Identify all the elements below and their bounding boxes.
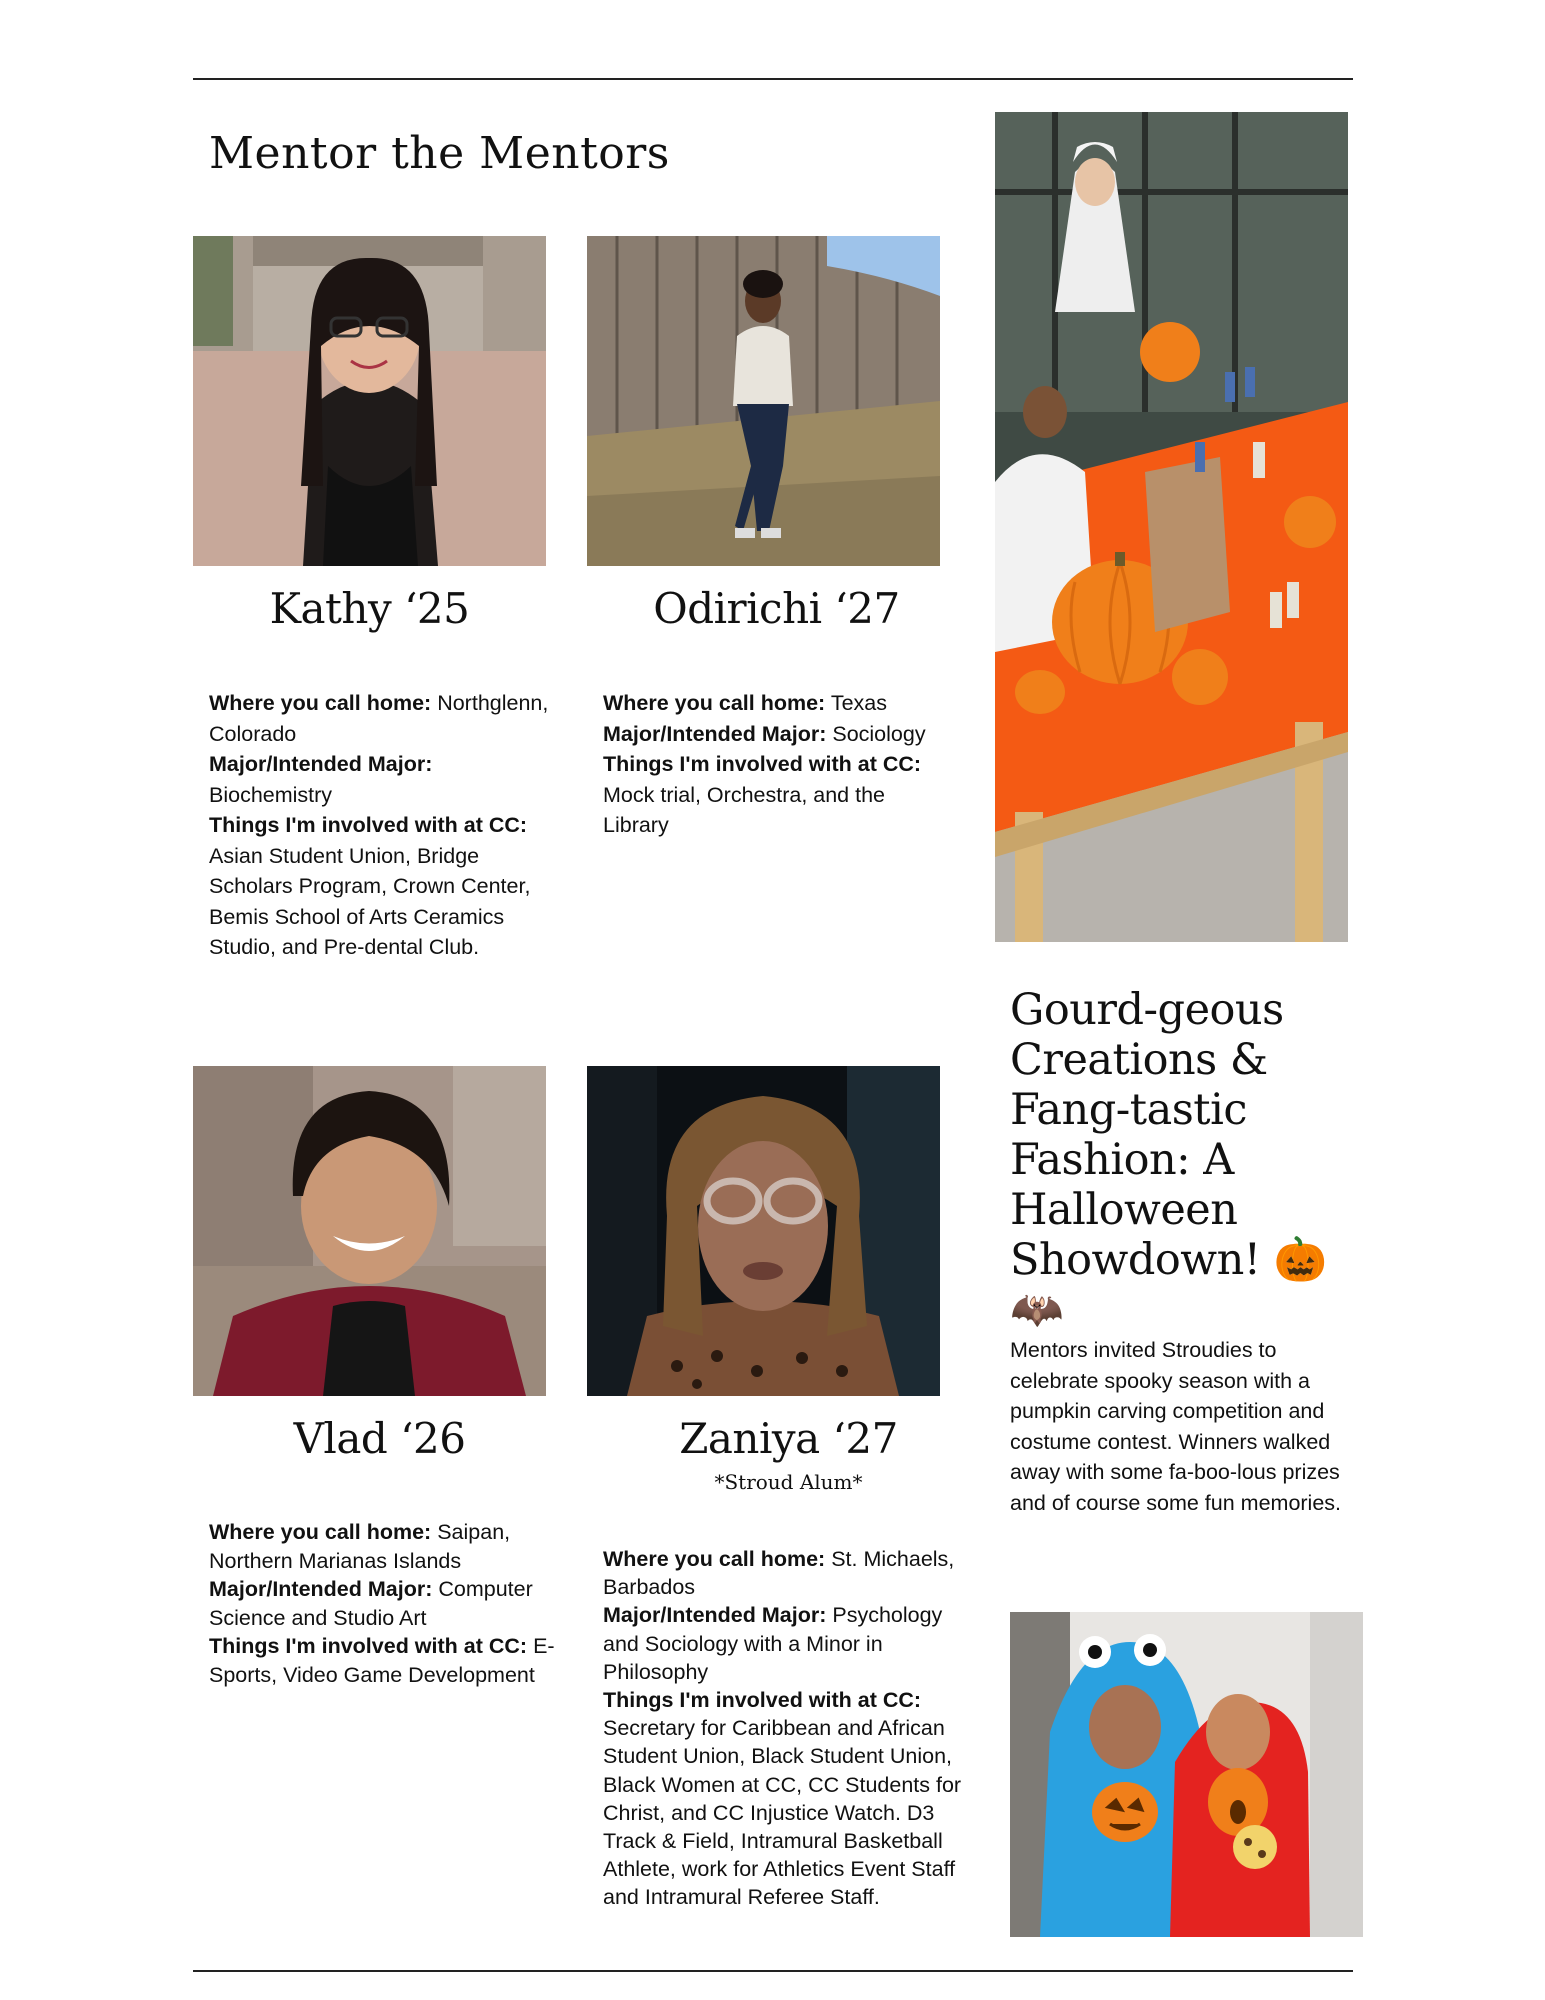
major-label: Major/Intended Major: bbox=[209, 1577, 433, 1601]
bottom-rule bbox=[193, 1970, 1353, 1972]
involved-value: Secretary for Caribbean and African Student Union, Black Student Union, Black Women at CC, CC Students for Christ, and CC Injustice Watch. D3 Track & Field, Intramural Basketball Athlete, work for Athletics Event Staff and Intramural Referee Staff. bbox=[603, 1716, 962, 1910]
kathy-photo bbox=[193, 236, 546, 566]
involved-label: Things I'm involved with at CC: bbox=[603, 1688, 922, 1713]
zaniya-name: Zaniya ‘27 bbox=[679, 1414, 898, 1463]
involved-label: Things I'm involved with at CC: bbox=[603, 752, 922, 776]
page-title: Mentor the Mentors bbox=[209, 128, 670, 179]
vlad-photo bbox=[193, 1066, 546, 1396]
involved-label: Things I'm involved with at CC: bbox=[209, 1634, 528, 1658]
major-value: Computer Science and Studio Art bbox=[209, 1577, 533, 1630]
zaniya-bio bbox=[603, 1545, 968, 1912]
vlad-name: Vlad ‘26 bbox=[293, 1414, 466, 1463]
odirichi-name: Odirichi ‘27 bbox=[653, 584, 900, 633]
kathy-bio bbox=[209, 688, 549, 963]
major-label: Major/Intended Major: bbox=[209, 752, 433, 776]
top-rule bbox=[193, 78, 1353, 80]
home-value: Northglenn, Colorado bbox=[209, 691, 549, 746]
home-label: Where you call home: bbox=[209, 691, 432, 715]
vlad-bio bbox=[209, 1518, 559, 1689]
involved-label: Things I'm involved with at CC: bbox=[209, 813, 528, 837]
odirichi-bio bbox=[603, 688, 948, 841]
costume-photo bbox=[1010, 1612, 1363, 1937]
odirichi-photo bbox=[587, 236, 940, 566]
home-value: Texas bbox=[830, 691, 887, 715]
major-value: Sociology bbox=[832, 721, 926, 746]
home-label: Where you call home: bbox=[603, 691, 826, 715]
home-value: Saipan, Northern Marianas Islands bbox=[209, 1520, 511, 1573]
kathy-name: Kathy ‘25 bbox=[269, 584, 470, 633]
home-value: St. Michaels, Barbados bbox=[603, 1547, 955, 1600]
home-label: Where you call home: bbox=[603, 1547, 826, 1571]
major-value: Psychology and Sociology with a Minor in Philosophy bbox=[603, 1603, 943, 1684]
event-description: Mentors invited Stroudies to celebrate spooky season with a pumpkin carving competition and costume contest. Winners walked away with some fa-boo-lous prizes and of course some fun memories. bbox=[1010, 1338, 1342, 1515]
event-headline: Gourd-geous Creations & Fang-tastic Fashion: A Halloween Showdown! 🎃🦇 bbox=[1010, 985, 1327, 1335]
zaniya-subtitle: *Stroud Alum* bbox=[714, 1470, 863, 1494]
major-value: Biochemistry bbox=[209, 782, 333, 807]
pumpkin-carving-photo bbox=[995, 112, 1348, 942]
major-label: Major/Intended Major: bbox=[603, 1603, 827, 1628]
involved-value: Asian Student Union, Bridge Scholars Program, Crown Center, Bemis School of Arts Ceramics Studio, and Pre-dental Club. bbox=[209, 843, 531, 959]
involved-value: Mock trial, Orchestra, and the Library bbox=[603, 782, 885, 837]
involved-value: E-Sports, Video Game Development bbox=[209, 1634, 555, 1687]
major-label: Major/Intended Major: bbox=[603, 721, 827, 746]
home-label: Where you call home: bbox=[209, 1520, 432, 1544]
zaniya-photo bbox=[587, 1066, 940, 1396]
